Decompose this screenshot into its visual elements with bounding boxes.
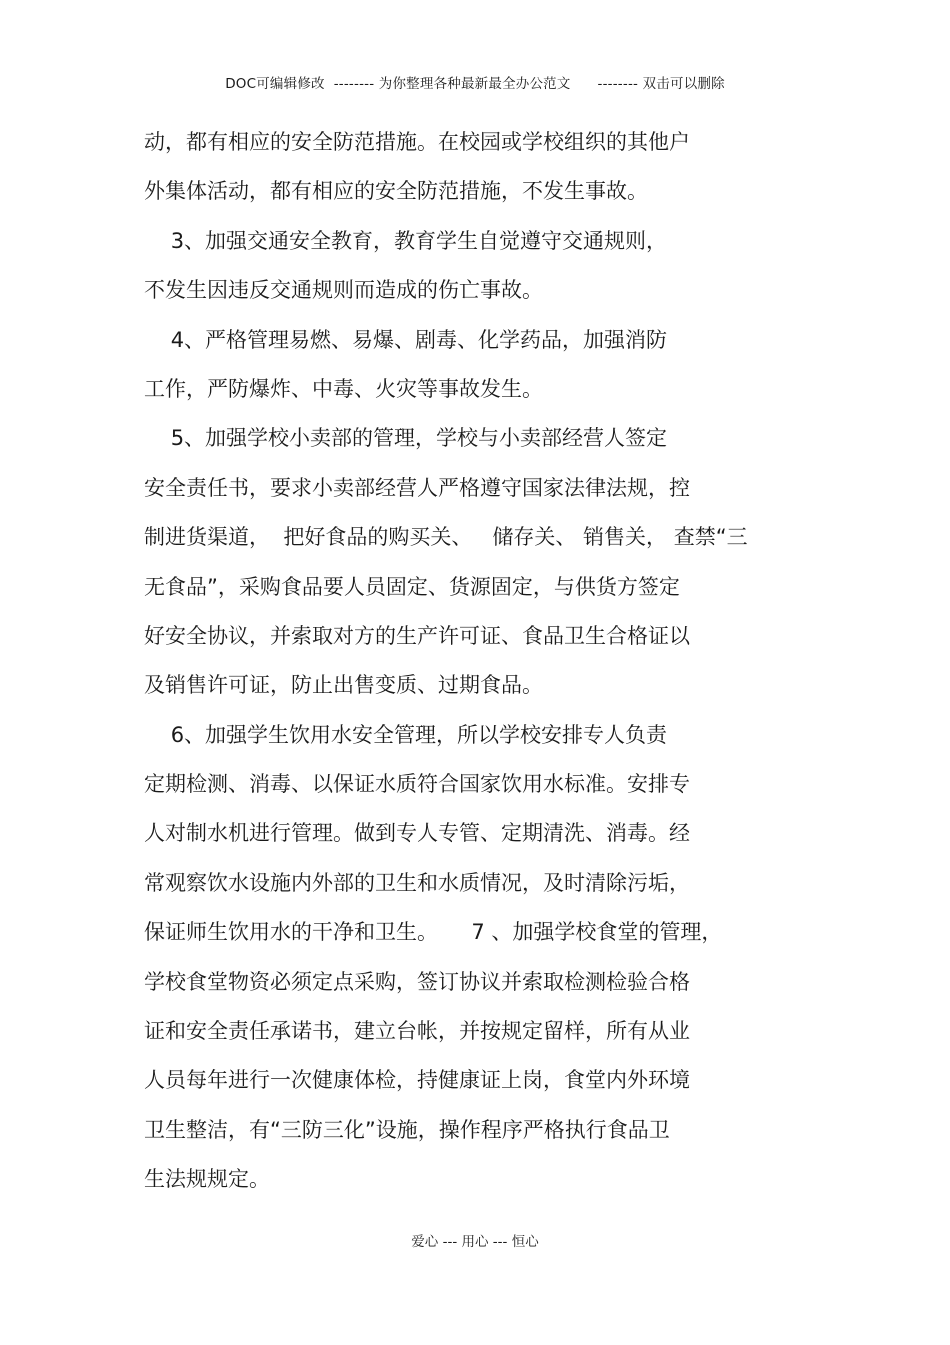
text-line: 保证师生饮用水的干净和卫生。 7 、加强学校食堂的管理， (144, 920, 723, 945)
text-line: 工作，严防爆炸、中毒、火灾等事故发生。 (144, 376, 543, 401)
page-header: DOC可编辑修改 -------- 为你整理各种最新最全办公范文 -------- 双击可以删除 (225, 76, 725, 92)
document-body (144, 122, 824, 1209)
text-line: 6、加强学生饮用水安全管理，所以学校安排专人负责 (144, 722, 668, 747)
text-line: 制进货渠道， 把好食品的购买关、 储存关、 销售关， 查禁“三 (144, 525, 748, 550)
text-line: 4、严格管理易燃、易爆、剧毒、化学药品，加强消防 (144, 327, 668, 352)
text-line: 证和安全责任承诺书，建立台帐，并按规定留样，所有从业 (144, 1019, 690, 1044)
text-line: 动，都有相应的安全防范措施。在校园或学校组织的其他户 (144, 130, 690, 154)
text-line: 好安全协议，并索取对方的生产许可证、食品卫生合格证以 (144, 623, 690, 648)
text-line: 生法规规定。 (144, 1167, 270, 1192)
text-line: 常观察饮水设施内外部的卫生和水质情况，及时清除污垢， (144, 870, 690, 895)
text-line: 5、加强学校小卖部的管理，学校与小卖部经营人签定 (144, 426, 668, 451)
page-footer: 爱心 --- 用心 --- 恒心 (411, 1234, 539, 1250)
text-line: 及销售许可证，防止出售变质、过期食品。 (144, 673, 543, 698)
text-line: 卫生整洁，有“三防三化”设施，操作程序严格执行食品卫 (144, 1117, 670, 1142)
text-line: 无食品”，采购食品要人员固定、货源固定，与供货方签定 (144, 574, 680, 599)
text-line: 学校食堂物资必须定点采购，签订协议并索取检测检验合格 (144, 969, 690, 994)
text-line: 安全责任书，要求小卖部经营人严格遵守国家法律法规，控 (144, 475, 690, 500)
text-line: 3、加强交通安全教育，教育学生自觉遵守交通规则， (144, 228, 668, 253)
text-line: 外集体活动，都有相应的安全防范措施，不发生事故。 (144, 179, 648, 204)
text-line: 人员每年进行一次健康体检，持健康证上岗，食堂内外环境 (144, 1068, 690, 1093)
text-line: 定期检测、消毒、以保证水质符合国家饮用水标准。安排专 (144, 772, 690, 797)
text-line: 人对制水机进行管理。做到专人专管、定期清洗、消毒。经 (144, 821, 690, 846)
text-line: 不发生因违反交通规则而造成的伤亡事故。 (144, 278, 543, 303)
